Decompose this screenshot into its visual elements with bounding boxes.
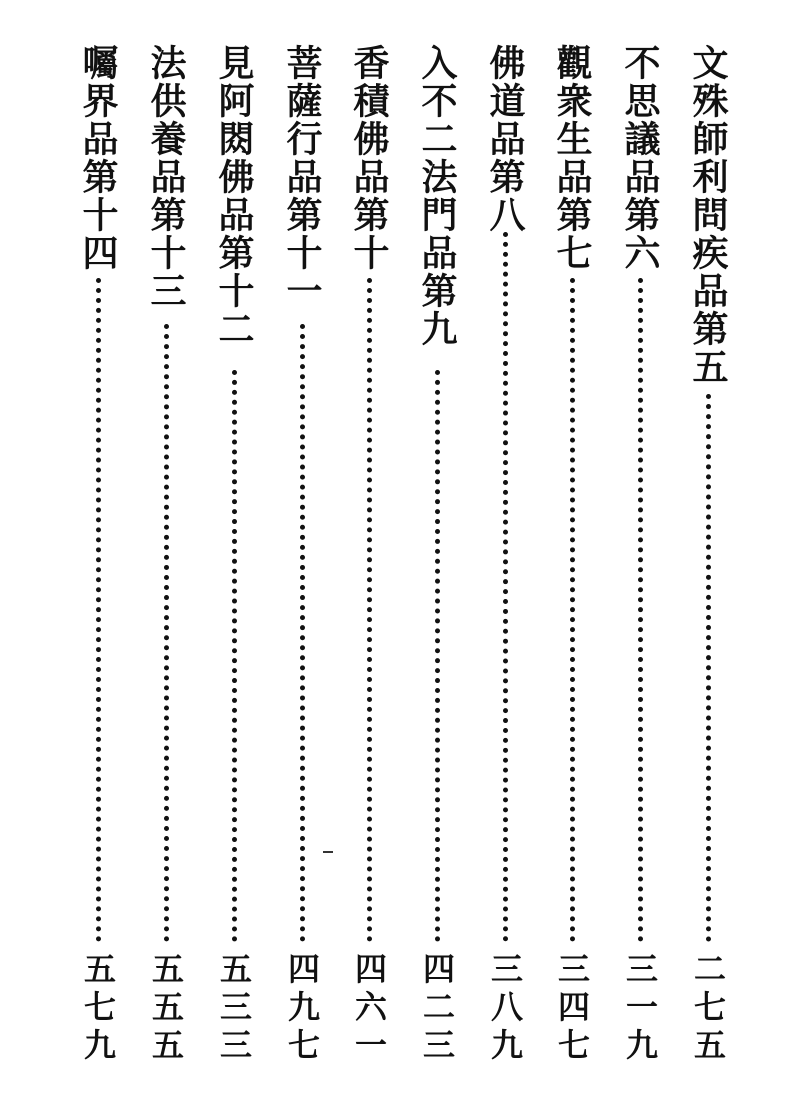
toc-entry-wenshu — [685, 44, 731, 1074]
toc-entry-title: 香積佛品第十 — [348, 44, 390, 272]
stray-print-mark — [323, 851, 333, 853]
toc-entry-title: 佛道品第八 — [484, 44, 526, 234]
toc-entry-title: 入不二法門品第九 — [416, 44, 458, 348]
dot-leader — [503, 232, 508, 942]
toc-entry-page: 四九七 — [283, 952, 321, 1066]
toc-entry-title: 觀衆生品第七 — [551, 44, 593, 272]
toc-entry-page: 五五五 — [147, 952, 185, 1066]
toc-entry-pusaxing — [279, 44, 325, 1074]
dot-leader — [367, 278, 372, 942]
toc-entry-guanzhongsheng — [549, 44, 595, 1074]
dot-leader — [300, 324, 305, 942]
toc-entry-page: 三一九 — [621, 952, 659, 1066]
dot-leader — [164, 324, 169, 942]
toc-entry-page: 三四七 — [553, 952, 591, 1066]
dot-leader — [96, 278, 101, 942]
toc-entry-rubuer — [414, 44, 460, 1074]
toc-entry-title: 囑界品第十四 — [77, 44, 119, 272]
toc-entry-page: 四二三 — [418, 952, 456, 1066]
toc-entry-page: 四六一 — [350, 952, 388, 1066]
toc-entry-page: 五三三 — [215, 952, 253, 1066]
toc-entry-busiyi — [617, 44, 663, 1074]
toc-entry-page: 三八九 — [486, 952, 524, 1066]
toc-entry-page: 五七九 — [79, 952, 117, 1066]
toc-entry-title: 文殊師利問疾品第五 — [687, 44, 729, 386]
dot-leader — [706, 394, 711, 942]
dot-leader — [570, 278, 575, 942]
toc-entry-title: 不思議品第六 — [619, 44, 661, 272]
toc-entry-title: 菩薩行品第十一 — [281, 44, 323, 310]
toc-entry-title: 法供養品第十三 — [145, 44, 187, 310]
toc-entry-zhujie — [75, 44, 121, 1074]
dot-leader — [232, 370, 237, 942]
toc-entry-page: 二七五 — [689, 952, 727, 1066]
toc-entry-title: 見阿閦佛品第十二 — [213, 44, 255, 348]
dot-leader — [638, 278, 643, 942]
toc-entry-jianachu — [211, 44, 257, 1074]
toc-entry-xiangji — [346, 44, 392, 1074]
dot-leader — [435, 370, 440, 942]
toc-entry-fagongyang — [143, 44, 189, 1074]
toc-entry-fodao — [482, 44, 528, 1074]
